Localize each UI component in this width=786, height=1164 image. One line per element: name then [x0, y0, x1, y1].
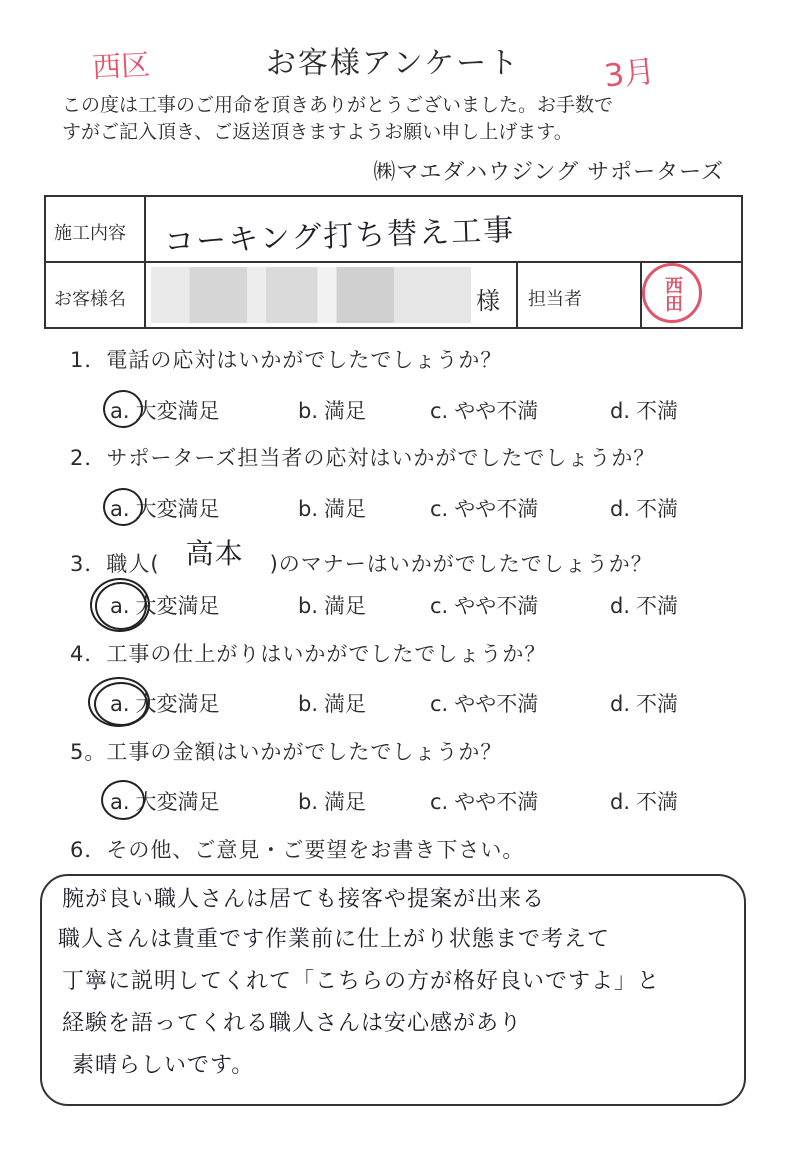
craftsman-name: 高本: [185, 537, 244, 570]
q2-option-b[interactable]: [298, 493, 366, 523]
option-key: c.: [430, 497, 449, 521]
work-value: コーキング打ち替え工事: [163, 212, 516, 261]
q2-option-d[interactable]: [610, 493, 678, 523]
option-label: 大変満足: [135, 399, 220, 423]
option-label: やや不満: [454, 692, 539, 716]
option-key: d.: [610, 790, 631, 814]
selection-circle: [94, 682, 148, 726]
q1-option-d[interactable]: [610, 395, 678, 425]
option-key: b.: [298, 497, 319, 521]
q3-option-d[interactable]: [610, 590, 678, 620]
option-label: 不満: [636, 399, 679, 423]
option-label: 満足: [324, 497, 367, 521]
question-text: 職人(: [106, 552, 160, 576]
option-key: b.: [298, 594, 319, 618]
question-2: [70, 442, 655, 472]
option-label: やや不満: [454, 594, 539, 618]
comment-line: 職人さんは貴重です作業前に仕上がり状態まで考えて: [58, 927, 611, 952]
comment-line: 素晴らしいです。: [72, 1053, 255, 1078]
option-label: 満足: [324, 399, 367, 423]
question-text: 工事の仕上がりはいかがでしたでしょうか？: [106, 642, 547, 666]
comment-line: 経験を語ってくれる職人さんは安心感があり: [62, 1011, 523, 1036]
option-label: 満足: [324, 594, 367, 618]
question-6: [70, 834, 524, 864]
option-label: 満足: [324, 692, 367, 716]
option-label: 大変満足: [135, 497, 220, 521]
company-name: ㈱マエダハウジング サポーターズ: [373, 160, 724, 185]
selection-circle: [103, 488, 143, 526]
option-key: b.: [298, 790, 319, 814]
selection-circle: [103, 390, 143, 428]
work-label: 施工内容: [54, 223, 126, 244]
info-table: [44, 195, 743, 329]
option-key: a.: [110, 497, 130, 521]
intro-line: この度は工事のご用命を頂きありがとうございました。お手数で: [62, 94, 614, 116]
question-number: 2．: [70, 446, 107, 470]
option-key: d.: [610, 497, 631, 521]
comment-box[interactable]: [40, 874, 746, 1106]
option-key: d.: [610, 399, 631, 423]
option-key: b.: [298, 692, 319, 716]
intro-line: すがご記入頂き、ご返送頂きますようお願い申し上げます。: [62, 121, 573, 143]
option-key: a.: [110, 692, 130, 716]
option-label: 大変満足: [135, 692, 220, 716]
customer-label: お客様名: [54, 289, 126, 310]
question-3: [70, 537, 653, 580]
question-text: サポーターズ担当者の応対はいかがでしたでしょうか？: [106, 446, 656, 470]
intro-text: [62, 92, 742, 146]
table-divider: [144, 197, 146, 327]
question-number: 1．: [70, 348, 107, 372]
selection-circle: [95, 582, 147, 630]
page-title: お客様アンケート: [265, 46, 521, 81]
stamp-text: 西田: [662, 276, 683, 312]
staff-stamp: [642, 263, 702, 323]
option-label: やや不満: [454, 399, 539, 423]
question-4: [70, 638, 546, 668]
option-key: d.: [610, 692, 631, 716]
question-text: 工事の金額はいかがでしたでしょうか？: [106, 740, 503, 764]
honorific: 様: [476, 287, 500, 315]
option-label: 不満: [636, 594, 679, 618]
q4-option-b[interactable]: [298, 688, 366, 718]
option-key: b.: [298, 399, 319, 423]
selection-circle: [101, 780, 145, 820]
comment-line: 腕が良い職人さんは居ても接客や提案が出来る: [62, 887, 546, 912]
question-1: [70, 344, 502, 374]
question-number: 4．: [70, 642, 107, 666]
question-number: 6．: [70, 838, 107, 862]
district-note: 西区: [91, 47, 151, 85]
option-label: 大変満足: [135, 790, 220, 814]
option-label: 不満: [636, 790, 679, 814]
option-key: c.: [430, 399, 449, 423]
option-key: c.: [430, 594, 449, 618]
table-divider: [516, 261, 518, 327]
option-label: 満足: [324, 790, 367, 814]
option-key: c.: [430, 692, 449, 716]
q4-option-d[interactable]: [610, 688, 678, 718]
question-5: [70, 736, 502, 766]
option-label: 不満: [636, 692, 679, 716]
q4-option-c[interactable]: [430, 688, 538, 718]
option-label: やや不満: [454, 790, 539, 814]
q5-option-b[interactable]: [298, 786, 366, 816]
question-number: 3．: [70, 552, 107, 576]
table-divider: [46, 261, 741, 263]
redacted-name: [151, 267, 471, 323]
q1-option-c[interactable]: [430, 395, 538, 425]
option-key: a.: [110, 399, 130, 423]
q3-option-b[interactable]: [298, 590, 366, 620]
comment-line: 丁寧に説明してくれて「こちらの方が格好良いですよ」と: [62, 969, 661, 994]
option-label: 不満: [636, 497, 679, 521]
question-text: その他、ご意見・ご要望をお書き下さい。: [106, 838, 525, 862]
option-key: a.: [110, 594, 130, 618]
question-text: 電話の応対はいかがでしたでしょうか？: [106, 348, 503, 372]
q3-option-c[interactable]: [430, 590, 538, 620]
option-key: c.: [430, 790, 449, 814]
month-note: 3月: [602, 53, 657, 95]
option-label: 大変満足: [135, 594, 220, 618]
q1-option-b[interactable]: [298, 395, 366, 425]
q2-option-c[interactable]: [430, 493, 538, 523]
option-key: a.: [110, 790, 130, 814]
question-text: )のマナーはいかがでしたでしょうか？: [269, 552, 653, 576]
option-key: d.: [610, 594, 631, 618]
question-number: 5。: [70, 740, 107, 764]
q5-option-d[interactable]: [610, 786, 678, 816]
staff-label: 担当者: [528, 289, 582, 310]
q5-option-c[interactable]: [430, 786, 538, 816]
option-label: やや不満: [454, 497, 539, 521]
